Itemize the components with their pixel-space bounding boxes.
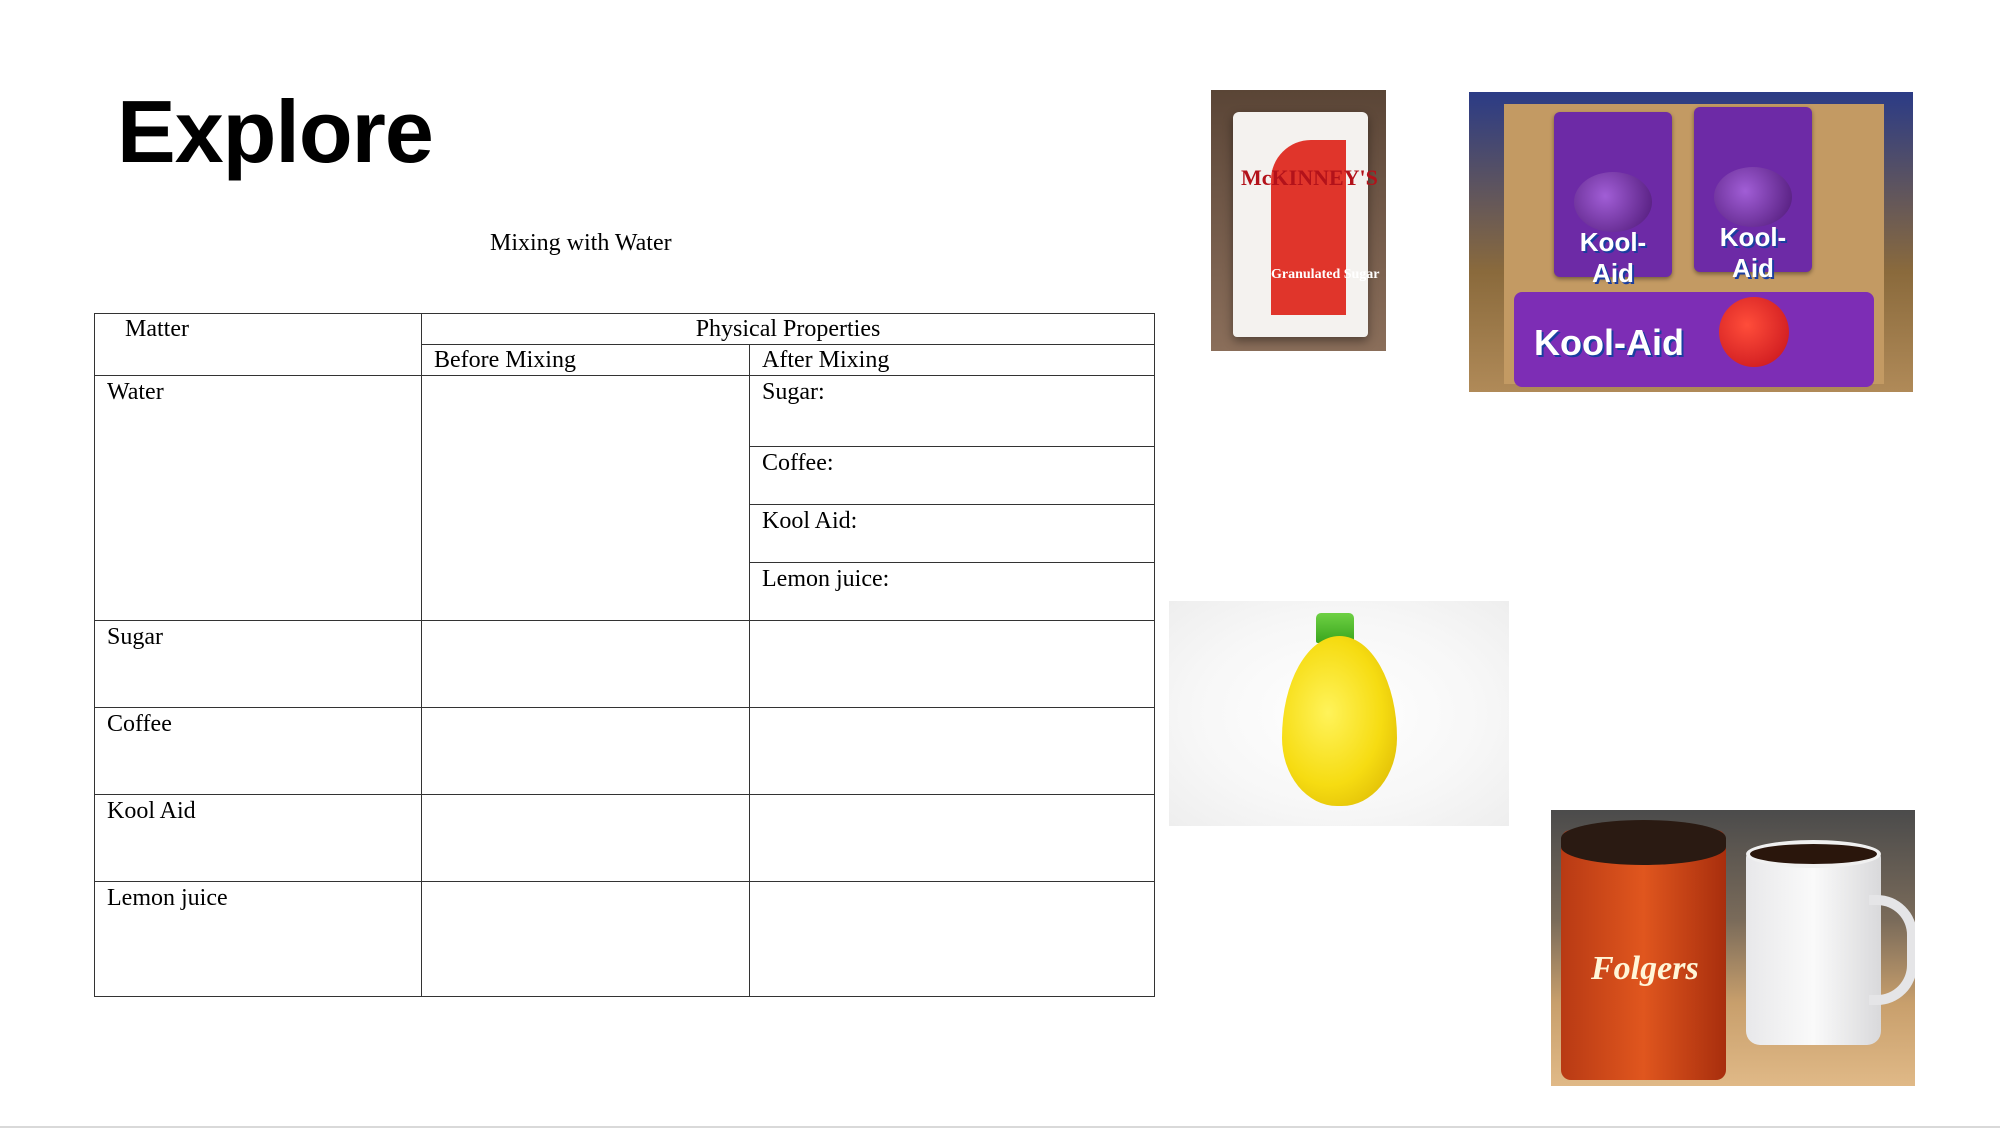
- coffee-brand-text: Folgers: [1591, 950, 1699, 987]
- after-mixing-item: Coffee:: [750, 447, 1154, 505]
- kool-aid-image: [1469, 92, 1913, 392]
- matter-cell: Lemon juice: [107, 885, 228, 911]
- slide-title: Explore: [117, 82, 433, 181]
- lemon-juice-image: [1169, 601, 1509, 826]
- after-mixing-cell[interactable]: [750, 795, 1155, 882]
- coffee-can-lid: [1561, 820, 1726, 865]
- worksheet-title: Mixing with Water: [490, 230, 672, 256]
- before-mixing-cell[interactable]: [422, 882, 750, 997]
- header-matter: Matter: [95, 314, 422, 376]
- header-physical-properties: Physical Properties: [422, 314, 1155, 345]
- coffee-mug: [1746, 850, 1881, 1045]
- table-row: [95, 621, 1155, 708]
- before-mixing-cell[interactable]: [422, 376, 750, 621]
- sugar-label-text: Granulated Sugar: [1271, 267, 1380, 282]
- coffee-image: [1551, 810, 1915, 1086]
- coffee-in-mug: [1746, 840, 1881, 868]
- kool-aid-logo: Kool-Aid: [1534, 322, 1684, 363]
- after-mixing-cell[interactable]: [750, 882, 1155, 997]
- mug-handle: [1869, 895, 1915, 1005]
- grape-graphic: [1574, 172, 1652, 232]
- sugar-brand-text: McKINNEY'S: [1241, 165, 1378, 190]
- kool-aid-front-packet: [1514, 292, 1874, 387]
- matter-cell: Kool Aid: [107, 798, 196, 824]
- grape-graphic: [1714, 167, 1792, 227]
- kool-aid-logo: Kool-Aid: [1719, 222, 1787, 283]
- kool-aid-packet: [1554, 112, 1672, 288]
- table-row: [95, 708, 1155, 795]
- matter-cell: Coffee: [107, 711, 172, 737]
- matter-cell: Sugar: [107, 624, 163, 650]
- lemon-bottle: [1282, 636, 1397, 806]
- after-mixing-item: Lemon juice:: [762, 566, 890, 592]
- after-mixing-item: Kool Aid:: [750, 505, 1154, 563]
- kool-aid-packet: [1694, 107, 1812, 283]
- sugar-bag-image: [1211, 90, 1386, 351]
- before-mixing-cell[interactable]: [422, 621, 750, 708]
- header-after-mixing: After Mixing: [750, 345, 1155, 376]
- table-row: [95, 376, 1155, 621]
- header-before-mixing: Before Mixing: [422, 345, 750, 376]
- after-mixing-cell[interactable]: [750, 708, 1155, 795]
- after-mixing-cell[interactable]: [750, 621, 1155, 708]
- table-row: [95, 795, 1155, 882]
- matter-cell: Water: [107, 379, 164, 405]
- after-mixing-item: Sugar:: [750, 376, 1154, 447]
- table-row: [95, 882, 1155, 997]
- before-mixing-cell[interactable]: [422, 795, 750, 882]
- kool-aid-pitcher-graphic: [1719, 297, 1789, 367]
- kool-aid-logo: Kool-Aid: [1579, 227, 1647, 288]
- before-mixing-cell[interactable]: [422, 708, 750, 795]
- properties-table: [94, 313, 1155, 997]
